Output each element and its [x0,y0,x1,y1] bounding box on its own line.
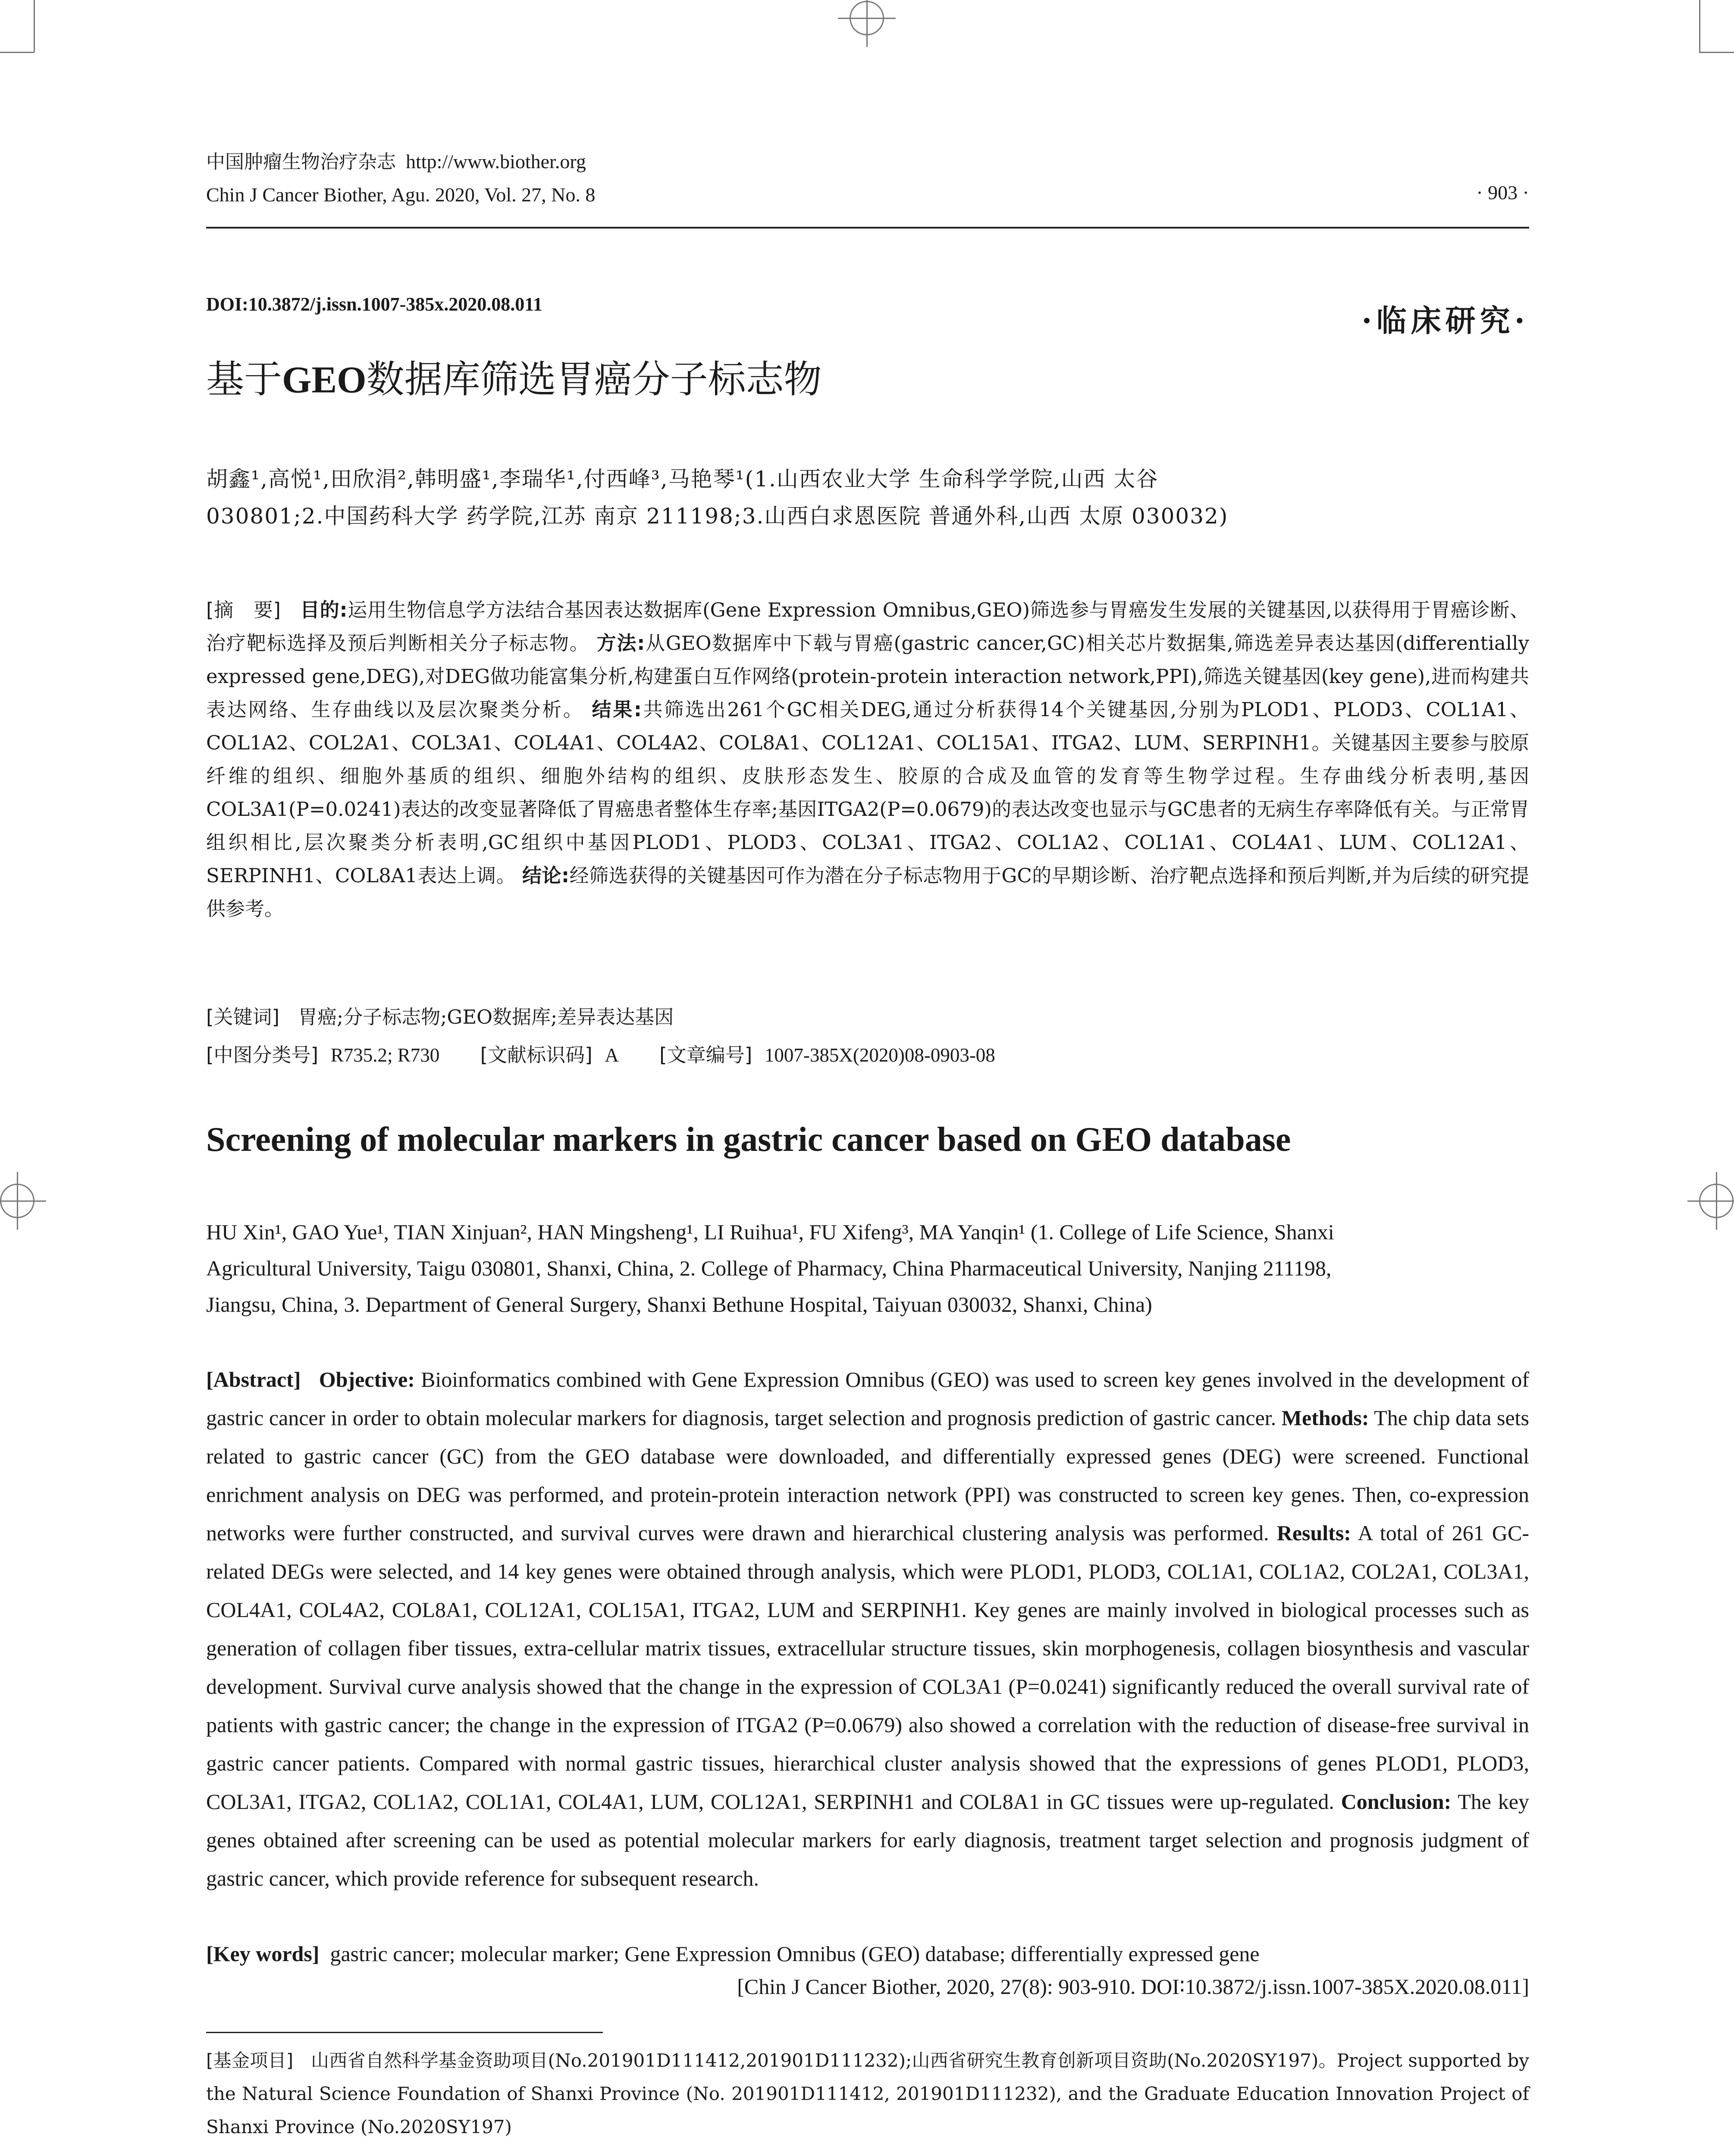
results-en: A total of 261 GC-related DEGs were selected, and 14 key genes were obtained through analysis, which were PLOD1, PLOD3, COL1A1, COL1A2, COL2A1, COL3A1, COL4A1, COL4A2, COL8A1, COL12A1, COL15A1, ITGA2, LUM and SERPINH1. Key genes are mainly involved in biological processes such as generation of collagen fiber tissues, extra-cellular matrix tissues, extracellular structure tissues, skin morphogenesis, collagen biosynthesis and vascular development. Survival curve analysis showed that the change in the expression of COL3A1 (P=0.0241) significantly reduced the overall survival rate of patients with gastric cancer; the change in the expression of ITGA2 (P=0.0679) also showed a correlation with the reduction of disease-free survival in gastric cancer patients. Compared with normal gastric tissues, hierarchical cluster analysis showed that the expressions of genes PLOD1, PLOD3, COL3A1, ITGA2, COL1A2, COL1A1, COL4A1, LUM, COL12A1, SERPINH1 and COL8A1 in GC tissues were up-regulated. [206,1521,1530,1814]
title-zh-after: 数据库筛选胃癌分子标志物 [366,357,822,401]
title-zh-before: 基于 [206,357,282,401]
fund-text: 山西省自然科学基金资助项目(No.201901D111412,201901D111232);山西省研究生教育创新项目资助(No.2020SY197)。Project supported by the Natural Science Foundation of Shanxi Province (No. 201901D111412, 201901D111232), and the Graduate Education Innovation Project of Shanxi Province (No.2020SY197) [206,2050,1529,2137]
journal-name-en: Chin J Cancer Biother, Agu. 2020, Vol. 27, No. 8 [206,184,596,206]
journal-url[interactable]: http://www.biother.org [406,150,586,172]
results-zh-label: 结果: [592,698,642,721]
authors-en-line: Agricultural University, Taigu 030801, Shanxi, China, 2. College of Pharmacy, China Pharmaceutical University, Nanjing 211198, [206,1256,1332,1280]
clc-label: [中图分类号] [206,1044,319,1066]
authors-en [206,1214,1529,1322]
journal-name-zh: 中国肿瘤生物治疗杂志 [206,151,396,173]
column-label: ·临床研究· [1361,303,1529,338]
keywords-en-text: gastric cancer; molecular marker; Gene Expression Omnibus (GEO) database; differentially expressed gene [330,1942,1260,1966]
conclusion-zh-label: 结论: [522,864,570,887]
clc-value: R735.2; R730 [330,1044,440,1066]
footnote-rule [206,2032,603,2033]
footnote-fund [206,2044,1529,2143]
citation: [Chin J Cancer Biother, 2020, 27(8): 903-910. DOI∶10.3872/j.issn.1007-385X.2020.08.011] [737,1974,1529,1999]
authors-en-line: HU Xin¹, GAO Yue¹, TIAN Xinjuan², HAN Mingsheng¹, LI Ruihua¹, FU Xifeng³, MA Yanqin¹ (1. College of Life Science, Shanxi [206,1220,1334,1244]
results-zh: 共筛选出261个GC相关DEG,通过分析获得14个关键基因,分别为PLOD1、PLOD3、COL1A1、COL1A2、COL2A1、COL3A1、COL4A1、COL4A2、COL8A1、COL12A1、COL15A1、ITGA2、LUM、SERPINH1。关键基因主要参与胶原纤维的组织、细胞外基质的组织、细胞外结构的组织、皮肤形态发生、胶原的合成及血管的发育等生物学过程。生存曲线分析表明,基因COL3A1(P=0.0241)表达的改变显著降低了胃癌患者整体生存率;基因ITGA2(P=0.0679)的表达改变也显示与GC患者的无病生存率降低有关。与正常胃组织相比,层次聚类分析表明,GC组织中基因PLOD1、PLOD3、COL3A1、ITGA2、COL1A2、COL1A1、COL4A1、LUM、COL12A1、SERPINH1、COL8A1表达上调。 [206,698,1529,887]
classification [206,1038,1529,1072]
objective-en-label: Objective: [319,1367,415,1391]
objective-zh-label: 目的: [300,599,348,621]
title-zh [206,349,822,404]
article-no-label: [文章编号] [659,1044,753,1066]
doi[interactable]: DOI:10.3872/j.issn.1007-385x.2020.08.011 [206,294,542,315]
authors-zh [206,461,1529,535]
authors-zh-line: 030801;2.中国药科大学 药学院,江苏 南京 211198;3.山西白求恩医院 普通外科,山西 太原 030032) [206,504,1229,529]
conclusion-en: The key genes obtained after screening can be used as potential molecular markers for early diagnosis, treatment target selection and prognosis judgment of gastric cancer, which provide reference for subsequent research. [206,1789,1529,1890]
objective-zh: 运用生物信息学方法结合基因表达数据库(Gene Expression Omnibus,GEO)筛选参与胃癌发生发展的关键基因,以获得用于胃癌诊断、治疗靶标选择及预后判断相关分子标志物。 [206,599,1529,655]
abstract-zh [206,593,1529,925]
title-zh-en: GEO [282,359,367,401]
page-number: · 903 · [1476,182,1529,204]
authors-zh-line: 胡鑫¹,高悦¹,田欣涓²,韩明盛¹,李瑞华¹,付西峰³,马艳琴¹(1.山西农业大学 生命科学学院,山西 太谷 [206,467,1159,492]
fund-label: [基金项目] [206,2050,294,2071]
doc-code-label: [文献标识码] [480,1044,593,1066]
header-rule [206,227,1529,229]
keywords-zh [206,1000,1529,1034]
authors-en-line: Jiangsu, China, 3. Department of General Surgery, Shanxi Bethune Hospital, Taiyuan 030032, Shanxi, China) [206,1292,1152,1316]
keywords-en [206,1935,1529,1973]
keywords-zh-label: [关键词] [206,1006,280,1028]
journal-header [206,148,595,209]
article-no-value: 1007-385X(2020)08-0903-08 [764,1044,995,1066]
results-en-label: Results: [1276,1521,1351,1545]
methods-zh: 从GEO数据库中下载与胃癌(gastric cancer,GC)相关芯片数据集,筛选差异表达基因(differentially expressed gene,DEG),对DEG做功能富集分析,构建蛋白互作网络(protein-protein interaction network,PPI),筛选关键基因(key gene),进而构建共表达网络、生存曲线以及层次聚类分析。 [206,632,1529,721]
methods-en: The chip data sets related to gastric cancer (GC) from the GEO database were downloaded, and differentially expressed genes (DEG) were screened. Functional enrichment analysis on DEG was performed, and protein-protein interaction network (PPI) was constructed to screen key genes. Then, co-expression networks were further constructed, and survival curves were drawn and hierarchical clustering analysis was performed. [206,1406,1529,1545]
abstract-zh-label: [摘 要] [206,599,281,621]
methods-en-label: Methods: [1281,1406,1369,1430]
objective-en: Bioinformatics combined with Gene Expression Omnibus (GEO) was used to screen key genes involved in the development of gastric cancer in order to obtain molecular markers for diagnosis, target selection and prognosis prediction of gastric cancer. [206,1367,1530,1430]
abstract-en [206,1360,1529,1898]
conclusion-zh: 经筛选获得的关键基因可作为潜在分子标志物用于GC的早期诊断、治疗靶点选择和预后判断,并为后续的研究提供参考。 [206,864,1530,920]
conclusion-en-label: Conclusion: [1341,1789,1452,1814]
keywords-en-label: [Key words] [206,1942,320,1966]
keywords-zh-text: 胃癌;分子标志物;GEO数据库;差异表达基因 [298,1006,674,1028]
doc-code-value: A [605,1044,619,1066]
title-en: Screening of molecular markers in gastric cancer based on GEO database [206,1121,1291,1159]
abstract-en-label: [Abstract] [206,1367,301,1391]
methods-zh-label: 方法: [596,632,645,655]
footnote-author [206,2152,1529,2156]
